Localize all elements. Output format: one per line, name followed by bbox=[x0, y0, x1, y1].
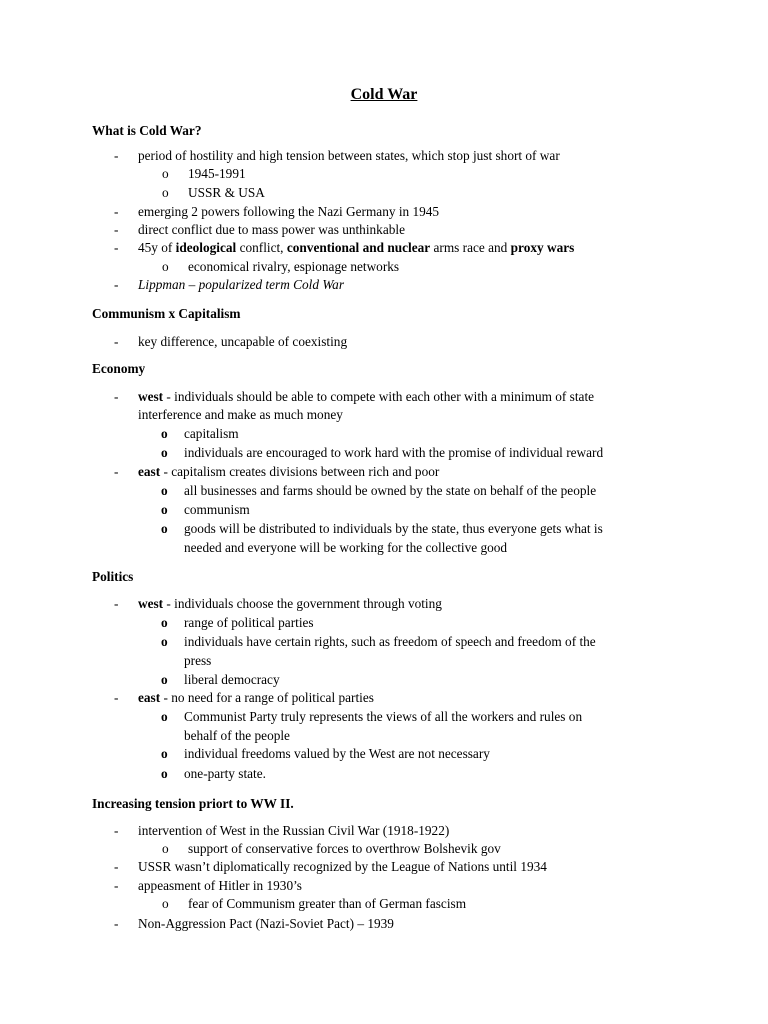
list-text: key difference, uncapable of coexisting bbox=[138, 334, 348, 349]
heading-increasing-tension: Increasing tension priort to WW II. bbox=[92, 796, 294, 811]
o-bullet: o bbox=[161, 746, 168, 761]
o-bullet: o bbox=[161, 615, 168, 630]
o-bullet: o bbox=[162, 896, 169, 911]
list-text: appeasment of Hitler in 1930’s bbox=[138, 878, 302, 893]
dash-bullet: - bbox=[114, 596, 119, 611]
list-text: press bbox=[184, 653, 212, 668]
list-text: USSR wasn’t diplomatically recognized by the League of Nations until 1934 bbox=[138, 859, 547, 874]
dash-bullet: - bbox=[114, 277, 119, 292]
o-bullet: o bbox=[161, 766, 168, 781]
list-text: east - capitalism creates divisions between rich and poor bbox=[138, 464, 440, 479]
list-text: 45y of ideological conflict, conventional and nuclear arms race and proxy wars bbox=[138, 240, 575, 255]
o-bullet: o bbox=[161, 502, 168, 517]
dash-bullet: - bbox=[114, 859, 119, 874]
list-text: 1945-1991 bbox=[188, 166, 246, 181]
heading-politics: Politics bbox=[92, 569, 134, 584]
dash-bullet: - bbox=[114, 823, 119, 838]
list-text: individual freedoms valued by the West are not necessary bbox=[184, 746, 490, 761]
list-text: Lippman – popularized term Cold War bbox=[138, 277, 344, 292]
list-text: emerging 2 powers following the Nazi Germany in 1945 bbox=[138, 204, 440, 219]
list-text: interference and make as much money bbox=[138, 407, 343, 422]
o-bullet: o bbox=[161, 672, 168, 687]
list-text: all businesses and farms should be owned by the state on behalf of the people bbox=[184, 483, 597, 498]
list-text: one-party state. bbox=[184, 766, 266, 781]
o-bullet: o bbox=[162, 185, 169, 200]
heading-economy: Economy bbox=[92, 361, 146, 376]
o-bullet: o bbox=[162, 841, 169, 856]
list-text: east - no need for a range of political parties bbox=[138, 690, 374, 705]
dash-bullet: - bbox=[114, 464, 119, 479]
list-text: period of hostility and high tension between states, which stop just short of war bbox=[138, 148, 560, 163]
list-text: economical rivalry, espionage networks bbox=[188, 259, 400, 274]
list-text: individuals are encouraged to work hard with the promise of individual reward bbox=[184, 445, 604, 460]
list-text: west - individuals should be able to compete with each other with a minimum of state bbox=[138, 389, 595, 404]
list-text: communism bbox=[184, 502, 250, 517]
list-text: support of conservative forces to overthrow Bolshevik gov bbox=[188, 841, 501, 856]
o-bullet: o bbox=[161, 426, 168, 441]
dash-bullet: - bbox=[114, 389, 119, 404]
list-text: Non-Aggression Pact (Nazi-Soviet Pact) – 1939 bbox=[138, 916, 394, 931]
list-text: needed and everyone will be working for the collective good bbox=[184, 540, 508, 555]
list-text: behalf of the people bbox=[184, 728, 290, 743]
heading-what-is-cold-war: What is Cold War? bbox=[92, 123, 202, 138]
dash-bullet: - bbox=[114, 240, 119, 255]
list-text: direct conflict due to mass power was unthinkable bbox=[138, 222, 405, 237]
dash-bullet: - bbox=[114, 204, 119, 219]
o-bullet: o bbox=[161, 483, 168, 498]
dash-bullet: - bbox=[114, 222, 119, 237]
dash-bullet: - bbox=[114, 916, 119, 931]
list-text: intervention of West in the Russian Civil War (1918-1922) bbox=[138, 823, 450, 838]
o-bullet: o bbox=[161, 634, 168, 649]
heading-communism-capitalism: Communism x Capitalism bbox=[92, 306, 241, 321]
dash-bullet: - bbox=[114, 334, 119, 349]
o-bullet: o bbox=[161, 709, 168, 724]
list-text: capitalism bbox=[184, 426, 239, 441]
o-bullet: o bbox=[161, 521, 168, 536]
o-bullet: o bbox=[161, 445, 168, 460]
o-bullet: o bbox=[162, 259, 169, 274]
dash-bullet: - bbox=[114, 878, 119, 893]
list-text: range of political parties bbox=[184, 615, 314, 630]
list-text: Communist Party truly represents the views of all the workers and rules on bbox=[184, 709, 583, 724]
o-bullet: o bbox=[162, 166, 169, 181]
list-text: liberal democracy bbox=[184, 672, 280, 687]
list-text: individuals have certain rights, such as freedom of speech and freedom of the bbox=[184, 634, 596, 649]
list-text: goods will be distributed to individuals by the state, thus everyone gets what is bbox=[184, 521, 603, 536]
list-text: USSR & USA bbox=[188, 185, 265, 200]
document-title: Cold War bbox=[350, 86, 418, 103]
list-text: west - individuals choose the government through voting bbox=[138, 596, 442, 611]
list-text: fear of Communism greater than of German fascism bbox=[188, 896, 467, 911]
dash-bullet: - bbox=[114, 690, 119, 705]
dash-bullet: - bbox=[114, 148, 119, 163]
